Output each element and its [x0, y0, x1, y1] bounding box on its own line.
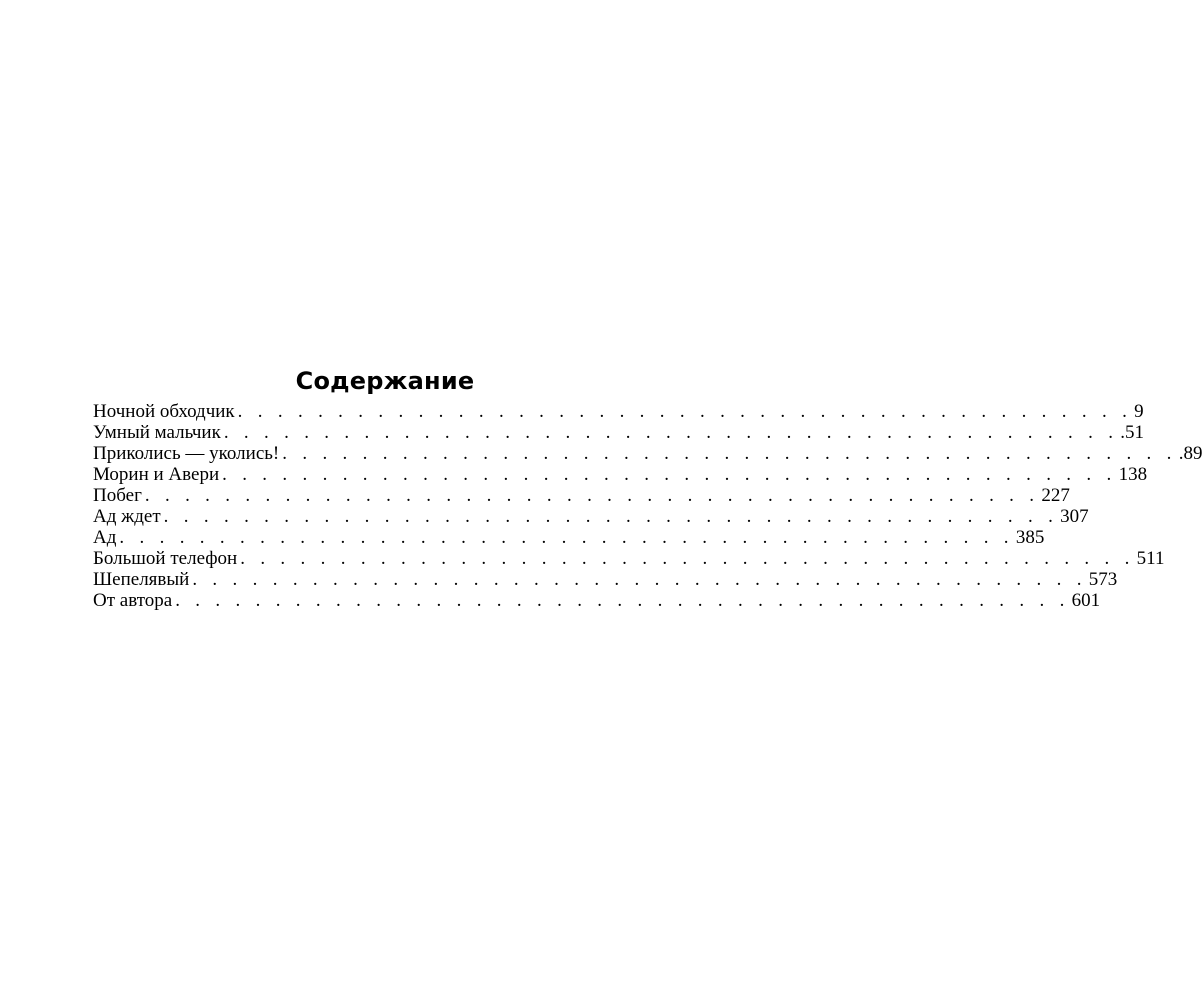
dot-leader: . . . . . . . . . . . . . . . . . . . . . . . . . . . . . . . . . . . . . . . . . . . . .: [223, 422, 1119, 443]
toc-entry-page: 227: [1041, 485, 1070, 506]
toc-entry-title: Умный мальчик: [93, 422, 224, 443]
toc-entry-page: 9: [1134, 401, 1144, 422]
toc-entry: [93, 548, 1165, 569]
toc-entry-title: Ад: [93, 527, 119, 548]
toc-entry: [93, 464, 1148, 485]
toc-entry-title: Побег: [93, 485, 145, 506]
dot-leader: . . . . . . . . . . . . . . . . . . . . . . . . . . . . . . . . . . . . . . . . . . . . .: [192, 569, 1087, 590]
toc-entry: [93, 590, 1101, 611]
dot-leader: . . . . . . . . . . . . . . . . . . . . . . . . . . . . . . . . . . . . . . . . . . . . .: [163, 506, 1059, 527]
toc-entry-title: Приколись — уколись!: [93, 443, 282, 464]
toc-entry-title: От автора: [93, 590, 175, 611]
toc-entry-title: Большой телефон: [93, 548, 240, 569]
toc-entry-page: 601: [1071, 590, 1101, 611]
toc-entry: [93, 443, 1202, 464]
toc-entry-title: Ад ждет: [93, 506, 164, 527]
toc-entry: [93, 401, 1144, 422]
toc-entry-page: 511: [1136, 548, 1165, 569]
toc-entry: [93, 527, 1045, 548]
dot-leader: . . . . . . . . . . . . . . . . . . . . . . . . . . . . . . . . . . . . . . . . . . . . .: [175, 590, 1070, 611]
toc-entry-page: 307: [1060, 506, 1089, 527]
dot-leader: . . . . . . . . . . . . . . . . . . . . . . . . . . . . . . . . . . . . . . . . . . . . .: [237, 401, 1133, 422]
toc-entry-title: Ночной обходчик: [93, 401, 238, 422]
dot-leader: . . . . . . . . . . . . . . . . . . . . . . . . . . . . . . . . . . . . . . . . . . . . .: [282, 443, 1177, 464]
toc-entry: [93, 422, 1145, 443]
toc-entry-page: .51: [1120, 422, 1145, 443]
dot-leader: . . . . . . . . . . . . . . . . . . . . . . . . . . . . . . . . . . . . . . . . . . . . .: [119, 527, 1014, 548]
dot-leader: . . . . . . . . . . . . . . . . . . . . . . . . . . . . . . . . . . . . . . . . . . . . .: [240, 548, 1135, 569]
toc-entry-page: .89: [1178, 443, 1202, 464]
dot-leader: . . . . . . . . . . . . . . . . . . . . . . . . . . . . . . . . . . . . . . . . . . . . .: [222, 464, 1117, 485]
dot-leader: . . . . . . . . . . . . . . . . . . . . . . . . . . . . . . . . . . . . . . . . . . . . .: [144, 485, 1040, 506]
toc-entry: [93, 506, 1089, 527]
toc-entry: [93, 569, 1118, 590]
toc-entry-title: Шепелявый: [93, 569, 192, 590]
page-title: Содержание: [295, 367, 475, 396]
toc-entry-title: Морин и Авери: [93, 464, 222, 485]
toc-entry-page: 573: [1088, 569, 1118, 590]
toc-entry: [93, 485, 1070, 506]
table-of-contents: [93, 401, 1202, 611]
toc-entry-page: 138: [1118, 464, 1148, 485]
toc-entry-page: 385: [1015, 527, 1045, 548]
